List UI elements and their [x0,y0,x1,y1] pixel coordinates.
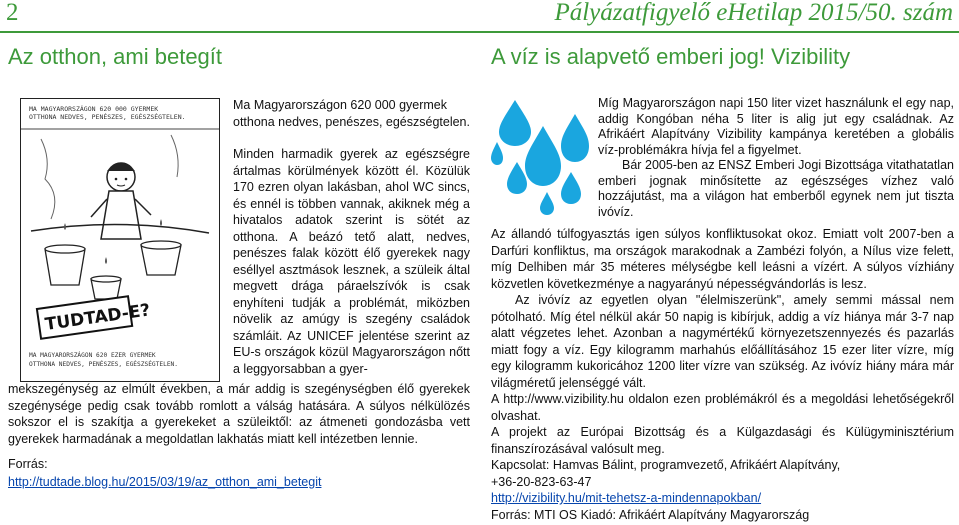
water-drops-logo [491,96,596,216]
right-source: Forrás: MTI OS Kiadó: Afrikáért Alapítvány Magyarország [491,507,810,522]
right-contact-line-1: Kapcsolat: Hamvas Bálint, programvezető, Afrikáért Alapítvány, [491,458,841,472]
right-intro-paragraph-1: Míg Magyarországon napi 150 liter vizet használunk el egy nap, addig Kongóban néha 5 liter is alig jut egy családnak. Az Afrikáért Alapítvány Vizibility kampánya keretében a globális víz-problémákra hívja fel a figyelmet. [598,96,954,157]
header-rule [0,31,959,33]
right-body [491,226,954,523]
svg-text:TUDTAD-E?: TUDTAD-E? [43,300,152,335]
cartoon-illustration [20,98,220,382]
left-intro-paragraph-1: Ma Magyarországon 620 000 gyermek otthona nedves, penészes, egészségtelen. [233,98,470,129]
svg-text:MA MAGYARORSZÁGON 620 EZER GYE: MA MAGYARORSZÁGON 620 EZER GYERMEK [29,352,156,359]
svg-text:OTTHONA NEDVES, PENÉSZES, EGÉS: OTTHONA NEDVES, PENÉSZES, EGÉSZSÉGTELEN. [29,113,186,121]
left-body-paragraph: mekszegénység az elmúlt években, a már addig is szegénységben élő gyerekek szegénysége pedig csak tovább romlott a válság hatására. A súlyos nélkülözés sokszor el is szakítja a gyerekeket a szüleiktől: az átmeneti gondozásba vett gyerekek harmadának a megoldatlan lakhatás miatt kell intézetben lennie. [8,382,470,446]
right-body-paragraph-4: A projekt az Európai Bizottság és a Külgazdasági és Külügyminisztérium finanszírozásával valósult meg. [491,425,954,456]
svg-text:OTTHONA NEDVES, PENÉSZES, EGÉS: OTTHONA NEDVES, PENÉSZES, EGÉSZSÉGTELEN. [29,361,179,368]
right-contact-link[interactable]: http://vizibility.hu/mit-tehetsz-a-mindennapokban/ [491,491,762,505]
left-source-link[interactable]: http://tudtade.blog.hu/2015/03/19/az_otthon_ami_betegit [8,474,322,489]
right-body-paragraph-2: Az ivóvíz az egyetlen olyan "élelmiszerünk", amely semmi mással nem pótolható. Míg étel nélkül akár 50 napig is kibírjuk, addig a víz hiánya már 3-7 nap alatt végzetes lehet. Azonban a nagymértékű környezetszennyezés és pazarlás miatt fogy a víz. Egy kilogramm marhahús előállításához 15 ezer liter vízre, míg egy kilogramm kukoricához 1200 liter vízre van szükség. Az ivóvíz hiány mára már világméretű jelenséggé vált. [491,293,954,390]
right-article-header [491,44,954,70]
left-intro-paragraph-2: Minden harmadik gyerek az egészségre ártalmas körülmények között él. Közülük 170 ezren olyan lakásban, ahol WC sincs, és ennél is többen vannak, akiknek még a hivatalos adatok szerint is sötét az otthona. A beázó tető alatt, nedves, penészes falak között élő gyerekek nagy eséllyel asztmások lesznek, a szüleik által megvett drága páraelszívók is csak enyhíteni tudják a problémát, miközben növelik az amúgy is szegény családok számláit. Az UNICEF jelentése szerint az EU-s országok közül Magyarországon nőtt a leggyorsabban a gyer- [233,147,470,376]
svg-text:MA MAGYARORSZÁGON 620 000 GYER: MA MAGYARORSZÁGON 620 000 GYERMEK [29,105,159,113]
right-contact-line-2: +36-20-823-63-47 [491,474,592,489]
right-intro-paragraph-2: Bár 2005-ben az ENSZ Emberi Jogi Bizottsága vitathatatlan emberi jognak minősítette az egészséges vízhez való hozzájutást, ma a világon hat emberből egynek nem jut tiszta ivóvíz. [598,158,954,219]
left-headline: Az otthon, ami betegít [8,44,223,69]
right-headline: A víz is alapvető emberi jog! Vizibility [491,44,851,69]
masthead-title: Pályázatfigyelő eHetilap 2015/50. szám [554,0,953,26]
right-body-paragraph-3: A http://www.vizibility.hu oldalon ezen problémákról és a megoldási lehetőségekről olvashat. [491,392,954,423]
right-body-paragraph-1: Az állandó túlfogyasztás igen súlyos konfliktusokat okoz. Emiatt volt 2007-ben a Darfúri konfliktus, ma országok marakodnak a Zambézi folyón, a Nílus vize felett, míg Delhiben már 35 méteres mélységbe kell leásni a vízért. A súlyos vízhiány közvetlen következménye a nagyarányú népességvándorlás is lesz. [491,227,954,291]
left-intro-text [233,97,470,377]
page-number: 2 [6,0,19,26]
right-intro [598,96,954,220]
left-body [8,381,470,447]
left-article-header [8,44,470,70]
left-source-label: Forrás: [8,457,48,471]
left-source [8,456,470,491]
